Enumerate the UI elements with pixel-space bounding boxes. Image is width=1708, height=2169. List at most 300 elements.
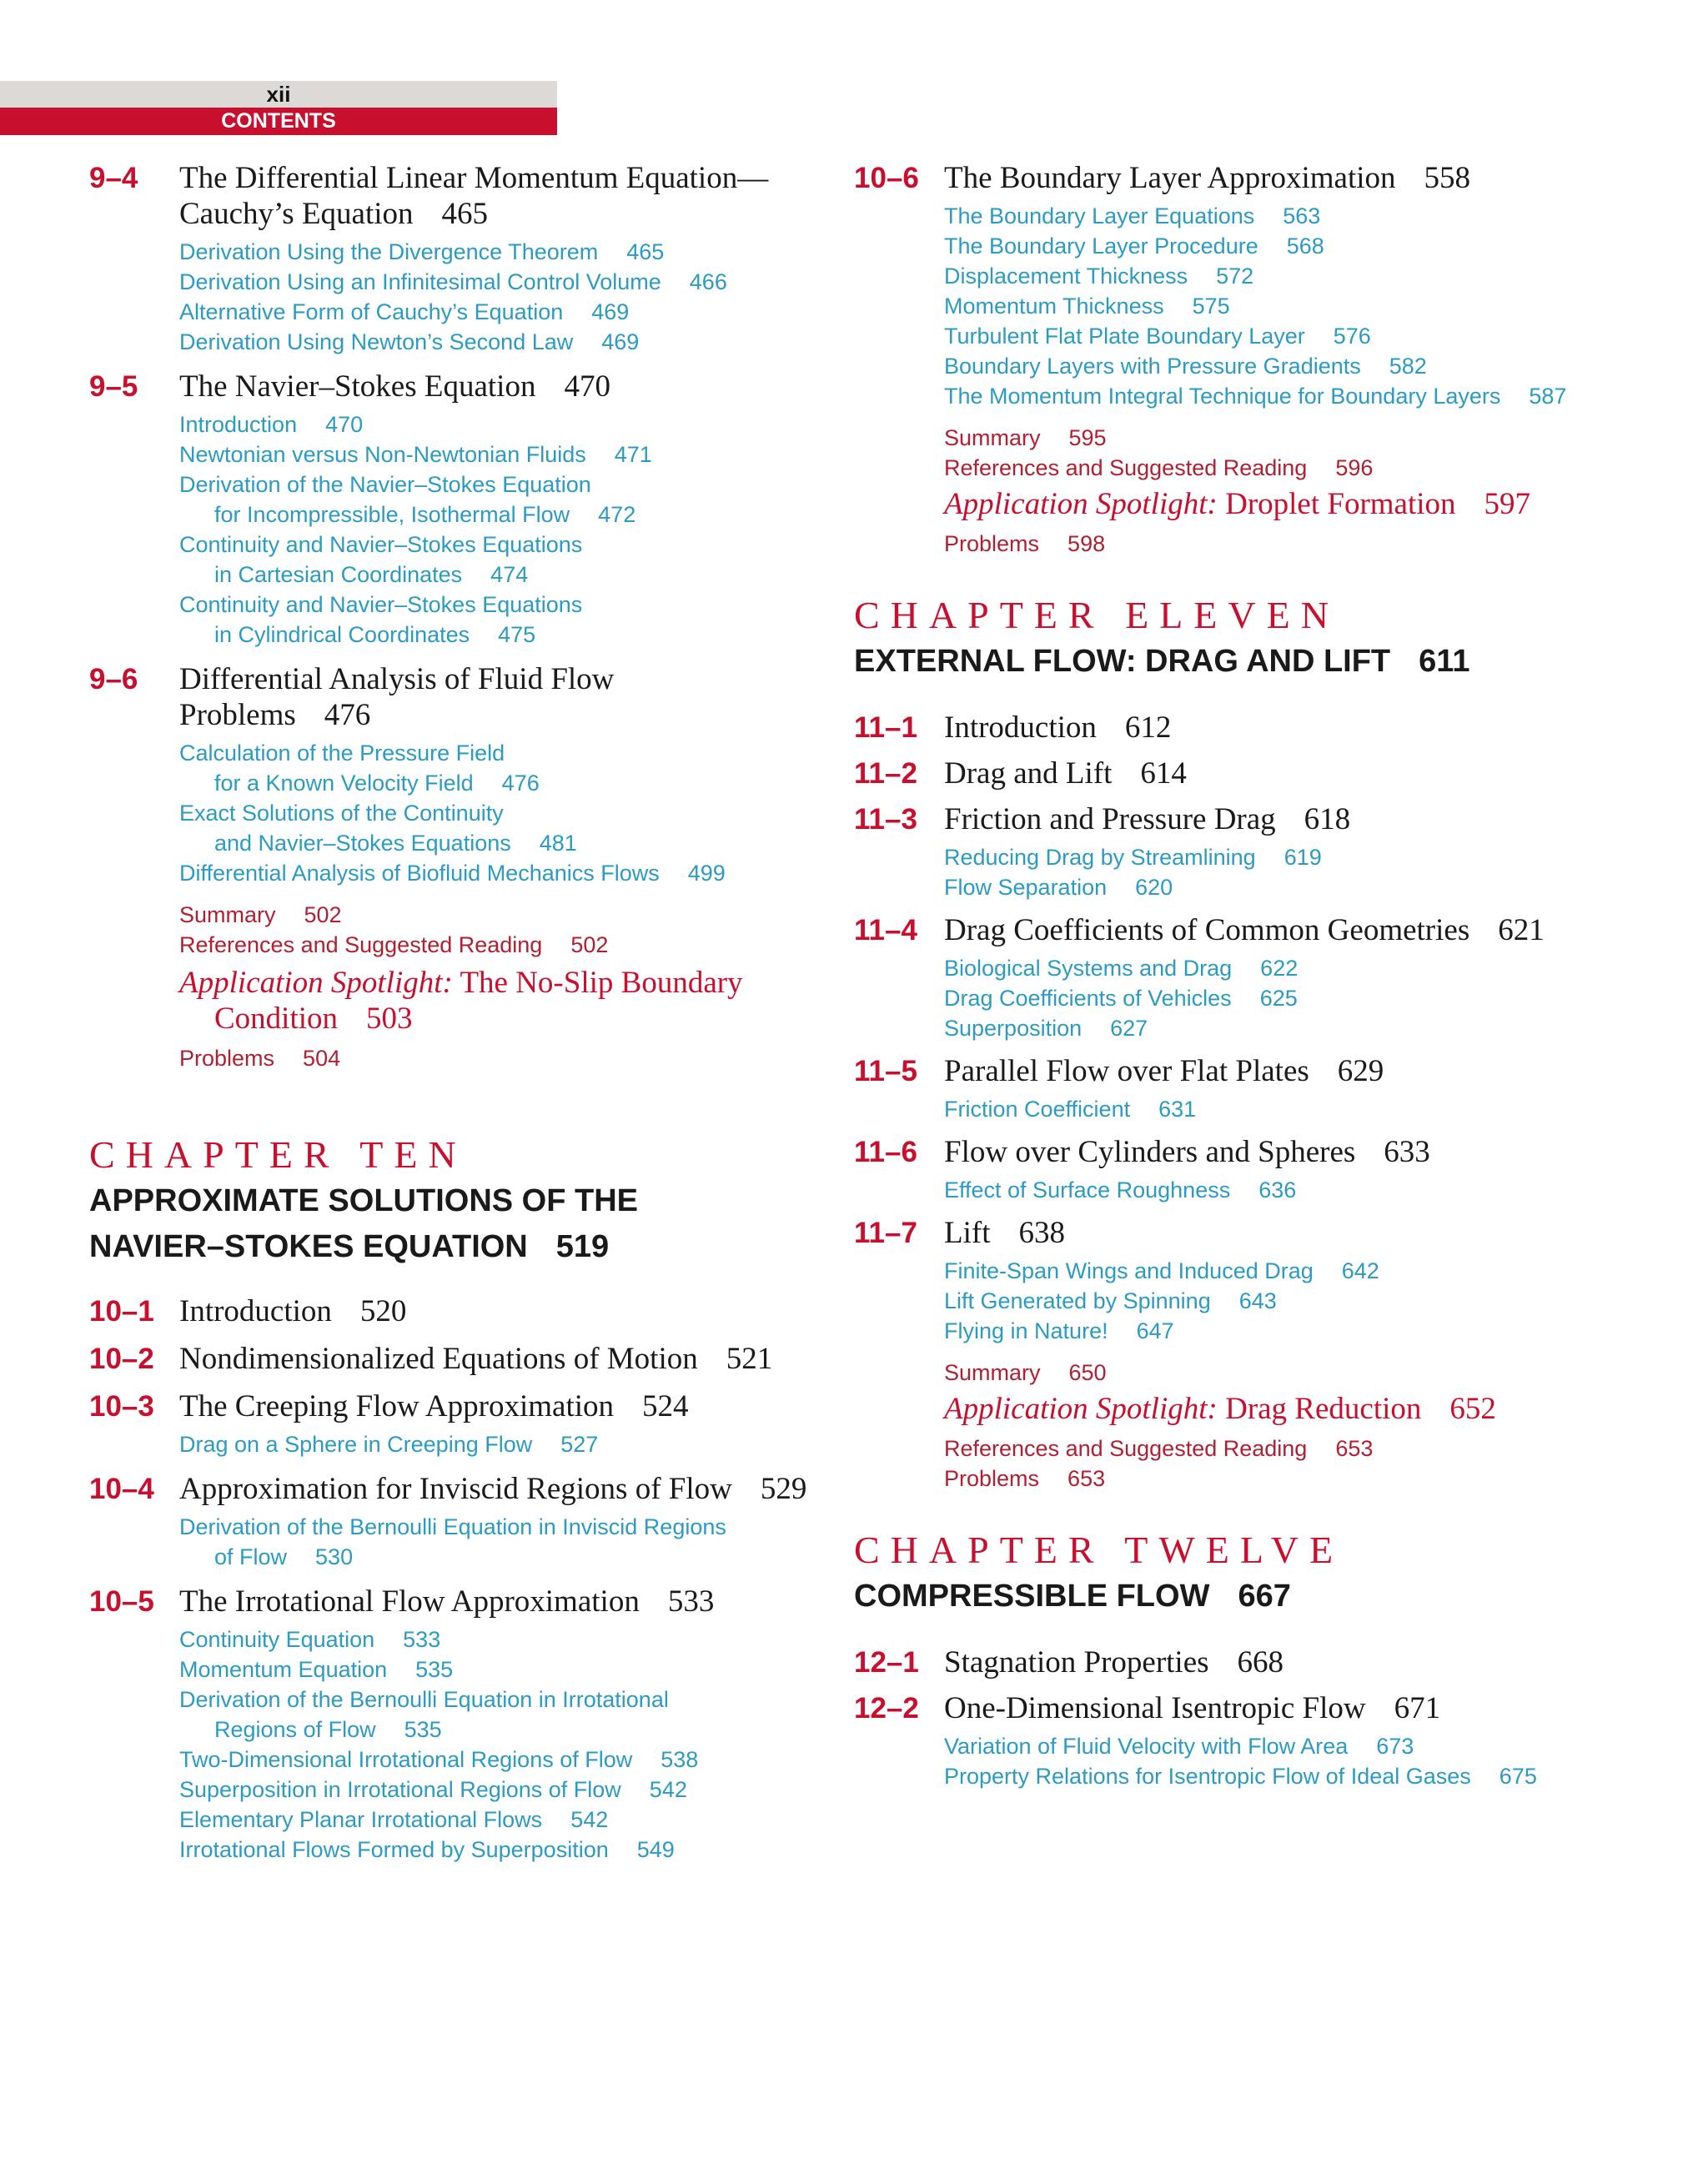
subsection-text: Finite-Span Wings and Induced Drag [944,1258,1314,1283]
page-number: xii [0,81,557,108]
summary-line [944,423,1655,453]
spotlight-title: Droplet Formation [1225,487,1456,521]
section-page: 558 [1424,161,1471,195]
subsection-text: Variation of Fluid Velocity with Flow Area [944,1734,1349,1759]
spotlight-title-cont [179,1001,823,1037]
subsection-text: Drag on a Sphere in Creeping Flow [179,1432,533,1457]
toc-section [89,1388,823,1424]
problems-page: 653 [1068,1466,1106,1491]
subsection-item [944,983,1655,1013]
subsection-page: 535 [404,1717,442,1742]
section-title-text: Stagnation Properties [944,1645,1209,1679]
subsection-page: 530 [315,1544,354,1569]
subsection-item [179,1835,823,1865]
subsection-page: 675 [1499,1764,1537,1789]
chapter12-sections [854,1644,1655,1791]
refs-text: References and Suggested Reading [179,932,543,957]
section-page: 476 [324,698,371,732]
subsection-item [944,261,1655,291]
section-page: 470 [564,369,610,404]
subsection-item [944,1094,1655,1124]
section-page: 524 [642,1389,689,1423]
section-title-text: The Navier–Stokes Equation [179,369,536,404]
subsection-page: 535 [415,1657,454,1682]
subsection-text: Derivation of the Bernoulli Equation in Irrotational [179,1687,669,1712]
running-head: CONTENTS [0,108,557,135]
section-number: 12–1 [854,1646,919,1679]
section-number: 9–5 [89,370,138,403]
subsection-item [944,351,1655,381]
section-title [179,369,610,404]
subsection-text: Superposition in Irrotational Regions of Flow [179,1777,621,1802]
subsection-text: Flow Separation [944,875,1108,900]
application-spotlight [944,1391,1655,1427]
subsection-text: Exact Solutions of the Continuity [179,801,504,826]
application-spotlight [179,965,823,1037]
refs-page: 502 [570,932,609,957]
refs-line [944,453,1655,483]
subsection-page: 533 [403,1627,441,1652]
subsection-page: 481 [539,831,577,856]
subsection-page: 549 [636,1837,675,1862]
left-column [89,160,823,1865]
subsection-page: 587 [1529,384,1567,409]
subsection-list [179,1429,823,1459]
subsection-page: 542 [649,1777,687,1802]
subsection-item [944,872,1655,902]
subsection-list [944,953,1655,1043]
subsection-text: Continuity and Navier–Stokes Equations [179,532,583,557]
problems-text: Problems [944,1466,1040,1491]
toc-section [89,1341,823,1377]
spotlight-title: The No-Slip Boundary [460,966,743,1000]
subsection-list [179,409,823,650]
section-title-text: Differential Analysis of Fluid Flow [179,662,615,696]
subsection-item [179,798,823,828]
toc-section [854,1053,1655,1089]
subsection-page: 575 [1192,294,1230,319]
subsection-text: for Incompressible, Isothermal Flow [214,502,570,527]
contents-header [0,81,557,135]
section-page: 633 [1384,1135,1430,1169]
section-page: 533 [667,1584,715,1619]
subsection-text: in Cylindrical Coordinates [214,622,470,647]
subsection-page: 542 [570,1807,609,1832]
toc-section [89,1584,823,1619]
subsection-text: Newtonian versus Non-Newtonian Fluids [179,442,586,467]
subsection-item [179,738,823,768]
subsection-item [179,439,823,469]
section-title-text: The Differential Linear Momentum Equation— [179,161,769,195]
toc-section [854,160,1655,196]
chapter-label: CHAPTER ELEVEN [854,594,1339,636]
section-page: 614 [1140,756,1187,791]
spotlight-title: Drag Reduction [1225,1392,1422,1426]
subsection-page: 470 [325,412,364,437]
subsection-text: The Boundary Layer Procedure [944,233,1258,259]
subsection-text: Property Relations for Isentropic Flow of Ideal Gases [944,1764,1471,1789]
summary-text: Summary [179,902,276,927]
section-page: 668 [1237,1645,1284,1679]
summary-page: 650 [1068,1360,1107,1385]
toc-section [854,1215,1655,1251]
subsection-page: 465 [626,239,665,264]
subsection-text: Superposition [944,1016,1083,1041]
subsection-text: for a Known Velocity Field [214,771,474,796]
subsection-page: 620 [1135,875,1173,900]
toc-section [854,756,1655,791]
subsection-text: The Boundary Layer Equations [944,203,1255,228]
section-page: 638 [1018,1216,1065,1250]
subsection-page: 625 [1259,986,1298,1011]
spotlight-page: 597 [1484,487,1531,521]
summary-page: 502 [304,902,342,927]
subsection-text: Derivation Using the Divergence Theorem [179,239,599,264]
section-title-text: Introduction [179,1294,332,1328]
subsection-list [179,738,823,888]
section-page: 621 [1498,913,1545,947]
subsection-list [179,237,823,357]
section-title-text: Drag and Lift [944,756,1113,791]
subsection-page: 627 [1110,1016,1148,1041]
subsection-text: Continuity Equation [179,1627,375,1652]
section-title [944,1690,1440,1726]
subsection-item [179,1624,823,1654]
section-title-text: The Creeping Flow Approximation [179,1389,615,1423]
chapter9-sections [89,160,823,888]
section-title-text: Friction and Pressure Drag [944,802,1276,836]
chapter-title: APPROXIMATE SOLUTIONS OF THE [89,1183,638,1218]
section-page: 520 [359,1294,407,1328]
section-number: 10–4 [89,1473,154,1505]
problems-line [179,1043,823,1073]
section-number: 11–4 [854,914,917,946]
section-page: 521 [726,1342,773,1376]
section-title [179,1388,689,1424]
toc-section [89,661,823,733]
subsection-text: Two-Dimensional Irrotational Regions of Flow [179,1747,633,1772]
subsection-page: 476 [501,771,540,796]
subsection-page: 475 [498,622,536,647]
subsection-page: 673 [1376,1734,1414,1759]
section-title-text: Introduction [944,710,1097,745]
chapter11-heading [854,592,1655,685]
subsection-item [179,327,823,357]
subsection-page: 642 [1341,1258,1379,1283]
subsection-list [944,1094,1655,1124]
spotlight-title: Condition [214,1002,339,1036]
subsection-text: Momentum Equation [179,1657,388,1682]
section-page: 671 [1394,1691,1441,1725]
subsection-page: 538 [661,1747,699,1772]
section-title [179,1293,406,1329]
chapter10-heading [89,1132,823,1270]
subsection-page: 474 [490,562,529,587]
subsection-item [944,1256,1655,1286]
subsection-item [179,530,823,560]
chapter-label: CHAPTER TWELVE [854,1529,1344,1571]
subsection-item [944,291,1655,321]
chapter-title: COMPRESSIBLE FLOW 667 [854,1579,1291,1614]
subsection-page: 466 [689,269,727,294]
section-title [179,1584,714,1619]
subsection-page: 471 [614,442,652,467]
spotlight-page: 652 [1449,1392,1496,1426]
subsection-item [179,828,823,858]
summary-line [179,900,823,930]
section-title [179,160,768,232]
subsection-text: Derivation of the Navier–Stokes Equation [179,472,591,497]
subsection-text: Friction Coefficient [944,1097,1131,1122]
subsection-item [944,381,1655,411]
section-number: 9–6 [89,663,138,695]
section-title-text: Drag Coefficients of Common Geometries [944,913,1470,947]
section-title [944,756,1187,791]
refs-page: 653 [1335,1436,1374,1461]
subsection-text: The Momentum Integral Technique for Boundary Layers [944,384,1501,409]
subsection-page: 469 [591,299,630,324]
subsection-text: in Cartesian Coordinates [214,562,463,587]
toc-section [854,1690,1655,1726]
section-title [944,801,1350,837]
subsection-page: 576 [1333,324,1371,349]
section-number: 9–4 [89,162,138,194]
subsection-page: 622 [1260,956,1299,981]
subsection-text: of Flow [214,1544,288,1569]
subsection-text: Lift Generated by Spinning [944,1288,1211,1313]
subsection-item [944,953,1655,983]
subsection-item [179,409,823,439]
spotlight-label: Application Spotlight: [944,1392,1218,1426]
refs-text: References and Suggested Reading [944,1436,1308,1461]
spotlight-label: Application Spotlight: [944,487,1218,521]
subsection-item [179,590,823,620]
right-column [854,160,1655,1791]
section-title-text: One-Dimensional Isentropic Flow [944,1691,1366,1725]
subsection-page: 619 [1284,845,1322,870]
section-number: 12–2 [854,1692,919,1725]
subsection-list [944,201,1655,411]
summary-text: Summary [944,425,1041,450]
toc-section [854,1134,1655,1170]
chapter10-sections [89,1293,823,1865]
subsection-page: 572 [1216,264,1254,289]
subsection-page: 582 [1389,354,1427,379]
subsection-text: Biological Systems and Drag [944,956,1233,981]
section-title [944,710,1171,746]
spotlight-label: Application Spotlight: [179,966,453,1000]
toc-section [89,369,823,404]
toc-section [854,912,1655,948]
section-title [179,661,614,733]
problems-line [944,529,1655,559]
subsection-text: Drag Coefficients of Vehicles [944,986,1232,1011]
subsection-page: 643 [1238,1288,1277,1313]
toc-section [854,1644,1655,1680]
subsection-item [179,560,823,590]
subsection-item [179,1715,823,1745]
summary-text: Summary [944,1360,1041,1385]
subsection-text: Differential Analysis of Biofluid Mechanics Flows [179,861,660,886]
section-number: 11–5 [854,1055,917,1087]
section-page: 529 [760,1472,807,1506]
subsection-list [179,1624,823,1865]
section-number: 10–3 [89,1390,154,1423]
subsection-item [179,620,823,650]
section-page: 629 [1337,1054,1384,1088]
refs-text: References and Suggested Reading [944,455,1308,480]
problems-text: Problems [179,1046,275,1071]
subsection-text: Elementary Planar Irrotational Flows [179,1807,543,1832]
subsection-item [944,1013,1655,1043]
section-page: 618 [1304,802,1351,836]
refs-line [944,1433,1655,1464]
subsection-item [179,1745,823,1775]
summary-page: 595 [1068,425,1107,450]
subsection-page: 631 [1158,1097,1197,1122]
subsection-text: Flying in Nature! [944,1318,1108,1343]
subsection-text: Introduction [179,412,298,437]
subsection-text: Reducing Drag by Streamlining [944,845,1256,870]
section-title-text: The Boundary Layer Approximation [944,161,1396,195]
subsection-text: Regions of Flow [214,1717,376,1742]
subsection-item [179,267,823,297]
subsection-text: Derivation Using Newton’s Second Law [179,329,574,354]
problems-text: Problems [944,531,1040,556]
subsection-list [944,842,1655,902]
subsection-item [179,469,823,500]
subsection-item [179,237,823,267]
section-title-text: Lift [944,1216,991,1250]
subsection-item [179,1805,823,1835]
subsection-item [944,1316,1655,1346]
chapter11-end-matter [854,1346,1655,1494]
subsection-item [944,1175,1655,1205]
subsection-item [179,500,823,530]
subsection-text: Alternative Form of Cauchy’s Equation [179,299,564,324]
section-page: 465 [441,197,489,231]
subsection-item [944,842,1655,872]
application-spotlight [944,486,1655,522]
subsection-item [179,768,823,798]
subsection-page: 499 [687,861,726,886]
chapter9-end-matter [89,888,823,1073]
section-number: 10–5 [89,1585,154,1618]
subsection-page: 568 [1286,233,1324,259]
subsection-item [179,1429,823,1459]
spotlight-page: 503 [366,1002,413,1036]
subsection-page: 527 [560,1432,599,1457]
subsection-item [944,1761,1655,1791]
subsection-text: Derivation of the Bernoulli Equation in Inviscid Regions [179,1514,726,1539]
section-title-text: The Irrotational Flow Approximation [179,1584,640,1619]
section-title-text: Cauchy’s Equation [179,197,414,231]
subsection-text: and Navier–Stokes Equations [214,831,511,856]
summary-line [944,1358,1655,1388]
section-title-text: Nondimensionalized Equations of Motion [179,1342,698,1376]
refs-line [179,930,823,960]
subsection-item [944,201,1655,231]
subsection-page: 647 [1136,1318,1174,1343]
subsection-page: 563 [1283,203,1321,228]
subsection-list [944,1256,1655,1346]
section-title-text: Flow over Cylinders and Spheres [944,1135,1356,1169]
toc-section [854,801,1655,837]
section-title-text: Problems [179,698,296,732]
section-title [179,1341,772,1377]
chapter10-end-matter [854,411,1655,559]
subsection-item [179,297,823,327]
section-title [944,1134,1430,1170]
subsection-list [179,1512,823,1572]
subsection-item [944,231,1655,261]
section-number: 10–1 [89,1295,154,1328]
subsection-text: Derivation Using an Infinitesimal Control Volume [179,269,661,294]
chapter11-sections [854,710,1655,1346]
section-number: 11–6 [854,1136,917,1168]
section-title [944,1215,1065,1251]
chapter-title: NAVIER–STOKES EQUATION 519 [89,1229,610,1264]
subsection-page: 472 [598,502,636,527]
section-title [944,160,1470,196]
toc-section [89,160,823,232]
section-title [944,1644,1284,1680]
section-number: 11–3 [854,803,917,836]
chapter-title: EXTERNAL FLOW: DRAG AND LIFT 611 [854,644,1470,679]
subsection-item [179,1775,823,1805]
subsection-text: Displacement Thickness [944,264,1188,289]
section-10-6 [854,160,1655,411]
section-number: 11–7 [854,1217,917,1249]
subsection-page: 469 [601,329,640,354]
toc-section [89,1293,823,1329]
subsection-text: Boundary Layers with Pressure Gradients [944,354,1361,379]
subsection-item [179,1542,823,1572]
subsection-text: Momentum Thickness [944,294,1164,319]
subsection-text: Continuity and Navier–Stokes Equations [179,592,583,617]
subsection-text: Calculation of the Pressure Field [179,741,505,766]
chapter-label: CHAPTER TEN [89,1133,467,1176]
subsection-text: Effect of Surface Roughness [944,1177,1231,1202]
section-number: 10–2 [89,1343,154,1375]
toc-section [854,710,1655,746]
subsection-list [944,1731,1655,1791]
section-title-text: Approximation for Inviscid Regions of Flow [179,1472,732,1506]
subsection-item [944,1286,1655,1316]
subsection-item [179,1684,823,1715]
problems-line [944,1464,1655,1494]
subsection-item [179,1512,823,1542]
section-page: 612 [1124,710,1172,745]
section-title-text: Parallel Flow over Flat Plates [944,1054,1309,1088]
refs-page: 596 [1335,455,1374,480]
subsection-item [179,1654,823,1684]
toc-section [89,1471,823,1507]
subsection-item [944,1731,1655,1761]
subsection-page: 636 [1258,1177,1297,1202]
section-title [179,1471,806,1507]
section-number: 11–1 [854,711,917,744]
chapter12-heading [854,1527,1655,1619]
subsection-text: Irrotational Flows Formed by Superposition [179,1837,609,1862]
section-title [944,1053,1384,1089]
subsection-item [944,321,1655,351]
section-number: 10–6 [854,162,919,194]
subsection-list [944,1175,1655,1205]
section-number: 11–2 [854,757,917,790]
section-title [944,912,1545,948]
problems-page: 598 [1068,531,1106,556]
